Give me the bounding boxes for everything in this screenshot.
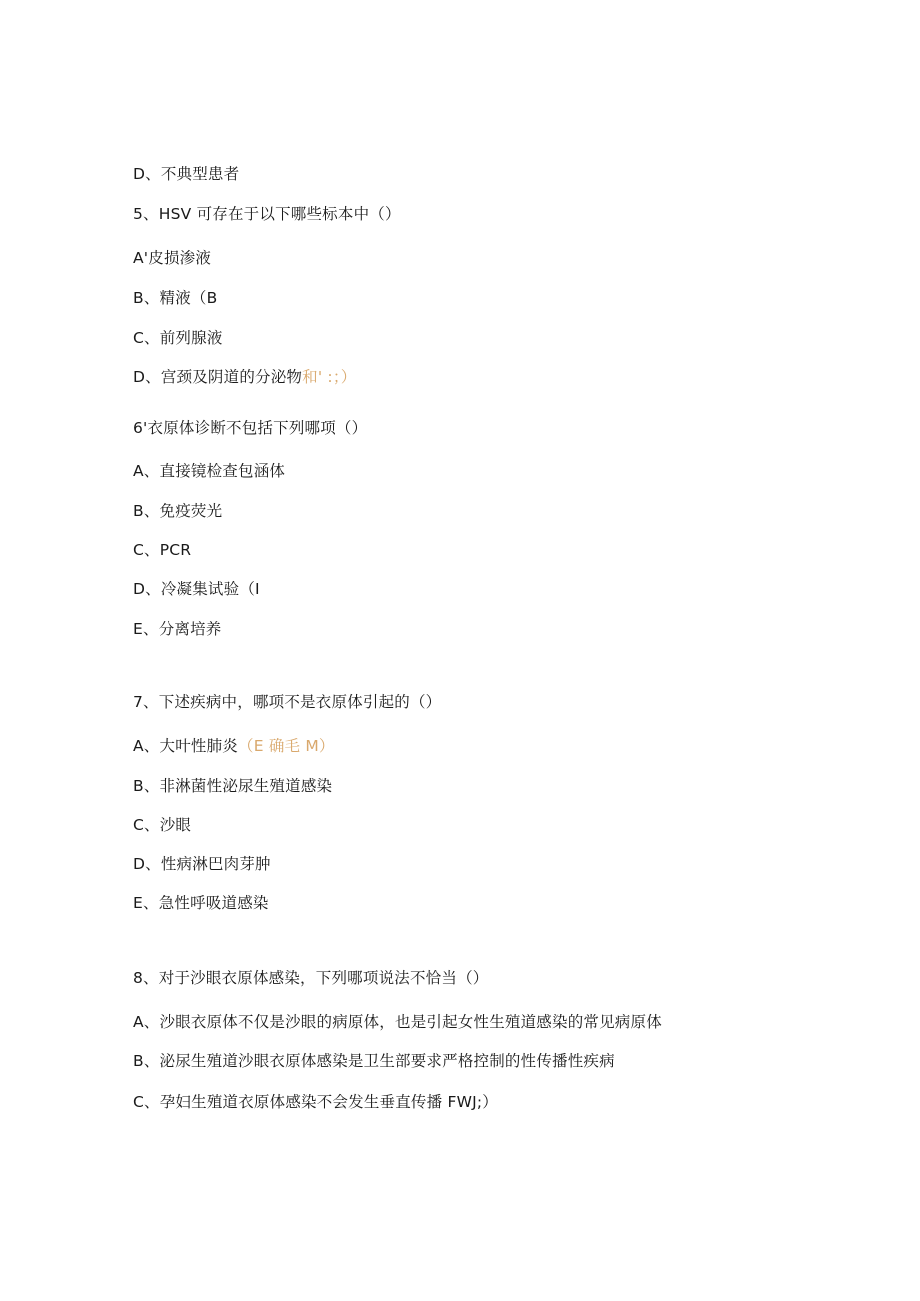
option-8-c — [133, 1092, 498, 1112]
option-5-d — [133, 367, 357, 387]
line-text: D、性病淋巴肉芽肿 — [133, 855, 271, 873]
option-8-a — [133, 1012, 662, 1032]
option-7-b — [133, 776, 332, 796]
option-6-b — [133, 501, 222, 521]
option-5-c — [133, 328, 223, 348]
option-7-d — [133, 854, 271, 874]
line-text: A、直接镜检查包涵体 — [133, 462, 286, 480]
line-text: E、急性呼吸道感染 — [133, 894, 269, 912]
option-7-c — [133, 815, 191, 835]
line-text: B、免疫荧光 — [133, 502, 223, 520]
line-text: C、孕妇生殖道衣原体感染不会发生垂直传播 FWJ;） — [133, 1093, 498, 1111]
question-8 — [133, 968, 488, 988]
option-8-b — [133, 1051, 615, 1071]
line-text: A、沙眼衣原体不仅是沙眼的病原体，也是引起女性生殖道感染的常见病原体 — [133, 1013, 662, 1031]
line-text: C、PCR — [133, 541, 192, 559]
line-text: 8、对于沙眼衣原体感染，下列哪项说法不恰当（） — [133, 969, 489, 987]
line-text: 5、HSV 可存在于以下哪些标本中（） — [133, 205, 401, 223]
handwritten-annotation: （E 确毛 M） — [238, 737, 335, 755]
question-7 — [133, 692, 441, 712]
option-6-e — [133, 619, 222, 639]
option-7-a — [133, 736, 335, 756]
option-7-e — [133, 893, 269, 913]
line-text: A、大叶性肺炎 — [133, 737, 239, 755]
option-5-a — [133, 248, 211, 268]
option-6-d — [133, 579, 260, 599]
handwritten-annotation: 和' :；） — [302, 368, 357, 386]
option-5-b — [133, 288, 217, 308]
line-text: C、沙眼 — [133, 816, 192, 834]
line-text: B、非淋菌性泌尿生殖道感染 — [133, 777, 333, 795]
line-text: 7、下述疾病中，哪项不是衣原体引起的（） — [133, 693, 442, 711]
line-text: B、泌尿生殖道沙眼衣原体感染是卫生部要求严格控制的性传播性疾病 — [133, 1052, 615, 1070]
option-4-d — [133, 164, 239, 184]
line-text: C、前列腺液 — [133, 329, 223, 347]
line-text: A'皮损渗液 — [133, 249, 212, 267]
line-text: D、不典型患者 — [133, 165, 240, 183]
option-6-a — [133, 461, 285, 481]
option-6-c — [133, 540, 191, 560]
question-5 — [133, 204, 401, 224]
question-6 — [133, 418, 367, 438]
line-text: B、精液（B — [133, 289, 218, 307]
line-text: E、分离培养 — [133, 620, 222, 638]
line-text: D、宫颈及阴道的分泌物 — [133, 368, 303, 386]
line-text: 6'衣原体诊断不包括下列哪项（） — [133, 419, 368, 437]
line-text: D、冷凝集试验（I — [133, 580, 260, 598]
